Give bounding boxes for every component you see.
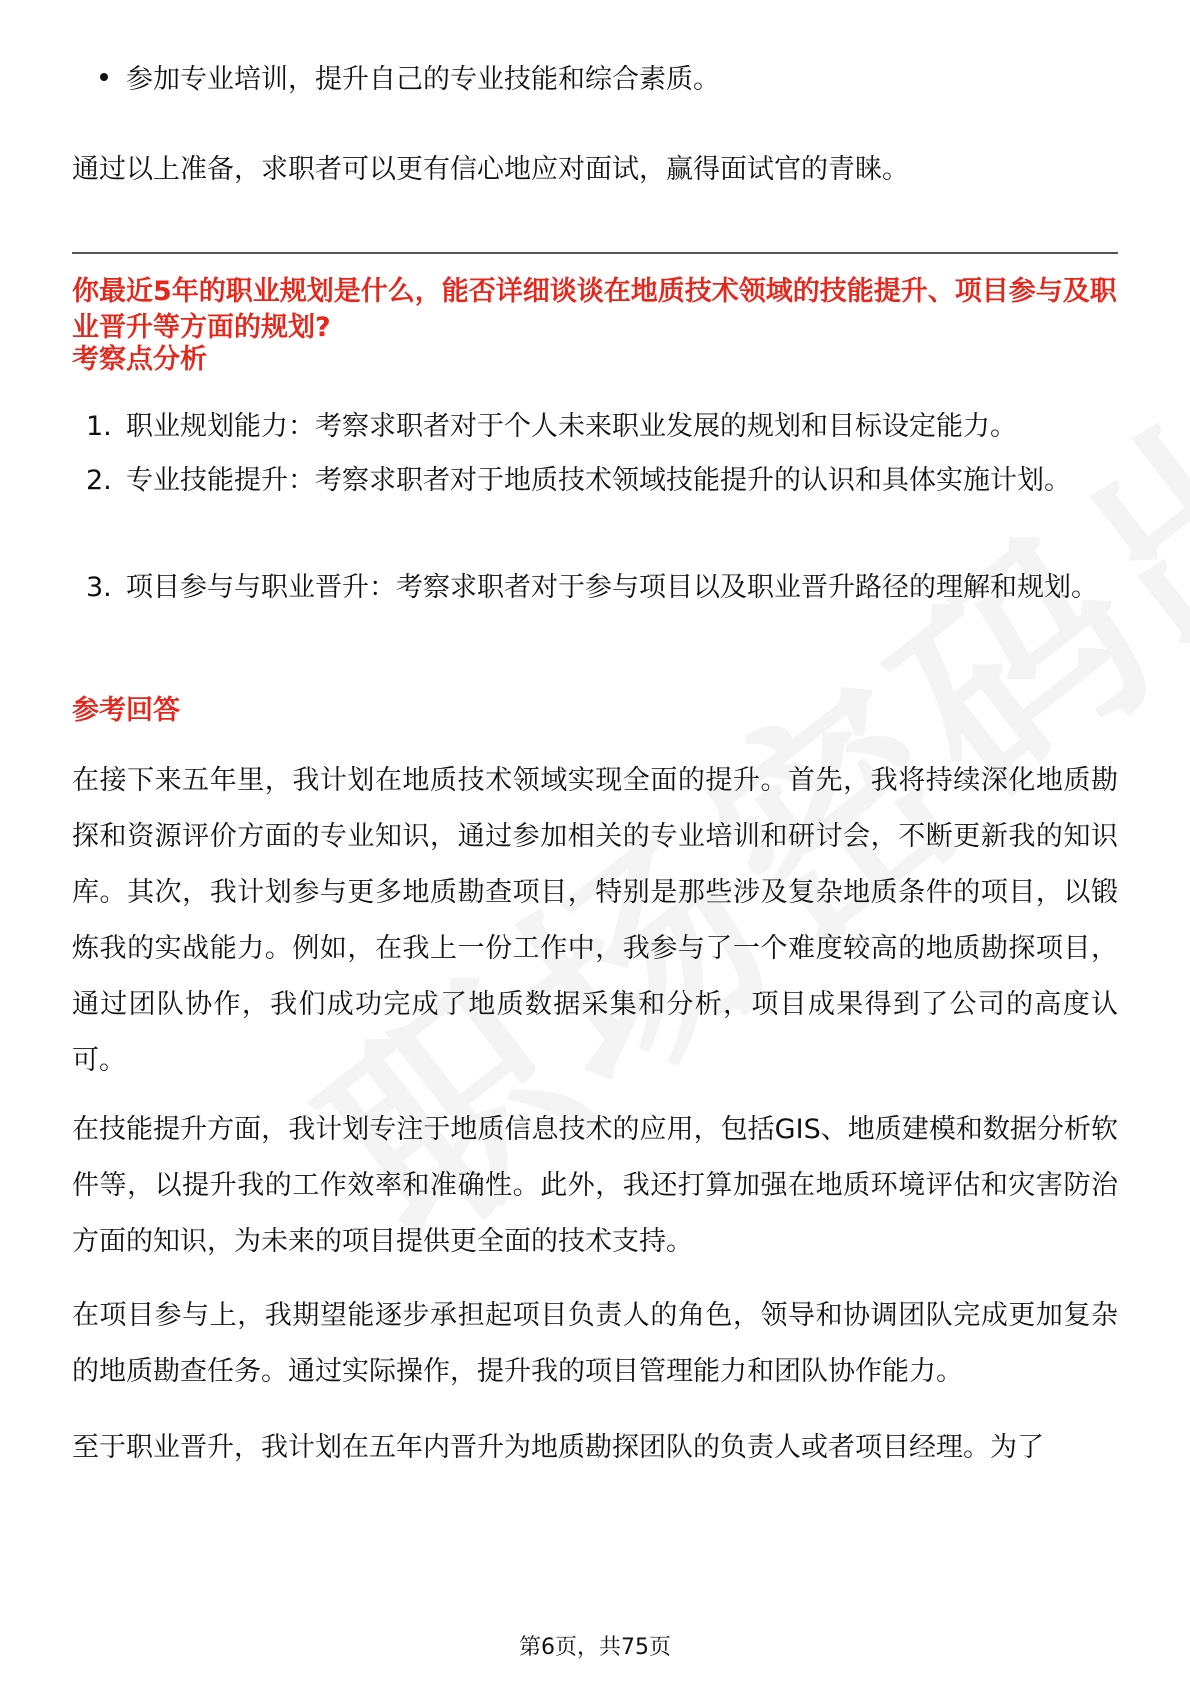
answer-title: 参考回答 — [72, 695, 180, 726]
page-footer: 第6页，共75页 — [519, 1635, 671, 1660]
list-item — [100, 62, 720, 98]
item-number: 1. — [86, 411, 112, 442]
question-heading: 你最近5年的职业规划是什么，能否详细谈谈在地质技术领域的技能提升、项目参与及职业晋升等方面的规划? — [72, 276, 1117, 343]
item-text: 职业规划能力：考察求职者对于个人未来职业发展的规划和目标设定能力。 — [126, 411, 1017, 442]
answer-paragraph-2: 在技能提升方面，我计划专注于地质信息技术的应用，包括GIS、地质建模和数据分析软件等，以提升我的工作效率和准确性。此外，我还打算加强在地质环境评估和灾害防治方面的知识，为未来的项目提供更全面的技术支持。 — [72, 1114, 1118, 1257]
bullet-icon — [100, 73, 108, 81]
analysis-item-3 — [86, 560, 1116, 616]
item-text: 项目参与与职业晋升：考察求职者对于参与项目以及职业晋升路径的理解和规划。 — [126, 572, 1098, 603]
answer-paragraph-3: 在项目参与上，我期望能逐步承担起项目负责人的角色，领导和协调团队完成更加复杂的地质勘查任务。通过实际操作，提升我的项目管理能力和团队协作能力。 — [72, 1300, 1118, 1387]
analysis-item-1 — [86, 399, 1116, 455]
answer-paragraph-4: 至于职业晋升，我计划在五年内晋升为地质勘探团队的负责人或者项目经理。为了 — [72, 1432, 1044, 1463]
item-number: 2. — [86, 465, 112, 496]
item-text: 专业技能提升：考察求职者对于地质技术领域技能提升的认识和具体实施计划。 — [126, 465, 1071, 496]
analysis-item-2 — [86, 453, 1116, 509]
analysis-title: 考察点分析 — [72, 344, 207, 375]
bullet-text: 参加专业培训，提升自己的专业技能和综合素质。 — [126, 64, 720, 95]
summary-paragraph: 通过以上准备，求职者可以更有信心地应对面试，赢得面试官的青睐。 — [72, 154, 909, 185]
answer-paragraph-1: 在接下来五年里，我计划在地质技术领域实现全面的提升。首先，我将持续深化地质勘探和资源评价方面的专业知识，通过参加相关的专业培训和研讨会，不断更新我的知识库。其次，我计划参与更多地质勘查项目，特别是那些涉及复杂地质条件的项目，以锻炼我的实战能力。例如，在我上一份工作中，我参与了一个难度较高的地质勘探项目，通过团队协作，我们成功完成了地质数据采集和分析，项目成果得到了公司的高度认可。 — [72, 765, 1118, 1076]
divider — [72, 252, 1118, 254]
item-number: 3. — [86, 572, 112, 603]
